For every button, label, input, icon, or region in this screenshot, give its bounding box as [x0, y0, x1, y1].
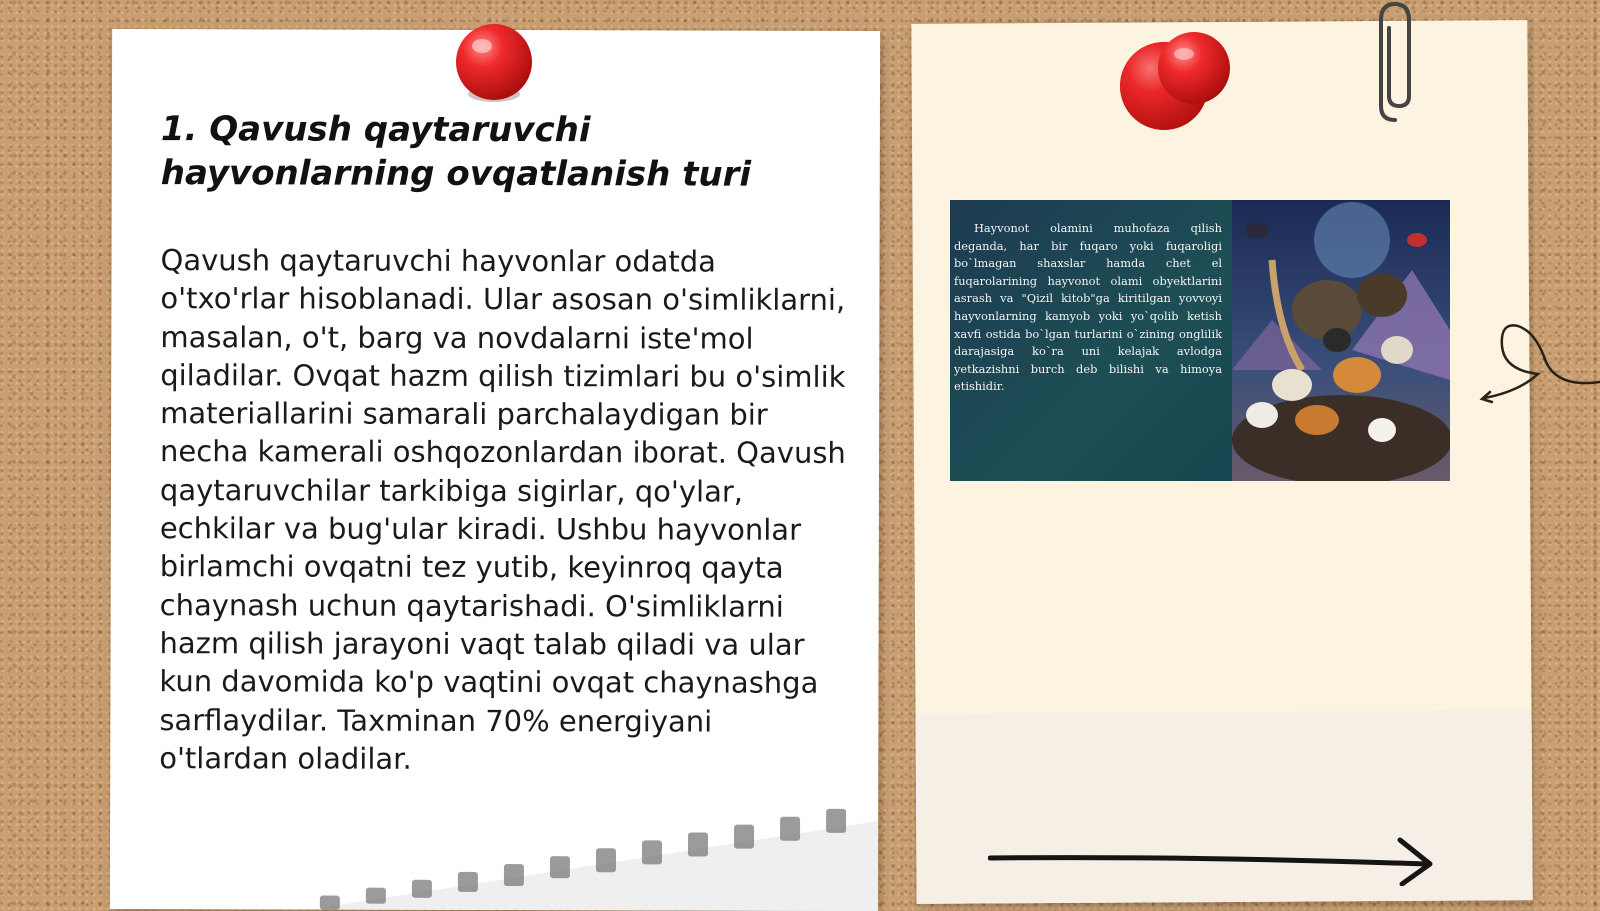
arrow-right-icon: [988, 836, 1448, 886]
torn-paper-strip: [310, 800, 878, 911]
body-text: Qavush qaytaruvchi hayvonlar odatda o'txo'rlar hisoblanadi. Ular asosan o'simliklarni, masalan, o't, barg va novdalarni iste'mol qiladilar. Ovqat hazm qilish tizimlari bu o'simlik materiallarini samarali parchalaydigan bir necha kamerali oshqozonlardan iborat. Qavush qaytaruvchilar tarkibiga sigirlar, qo'ylar, echkilar va bug'ular kiradi. Ushbu hayvonlar birlamchi ovqatni tez yutib, keyinroq qayta chaynash uchun qaytarishadi. O'simliklarni hazm qilish jarayoni vaqt talab qiladi va ular kun davomida ko'p vaqtini ovqat chaynashga sarflaydilar. Taxminan 70% energiyani o'tlardan oladilar.: [159, 243, 846, 776]
left-note-card: [110, 29, 880, 911]
slide-title: 1. Qavush qaytaruvchi hayvonlarning ovqatlanish turi: [160, 109, 752, 195]
loop-arrow-decoration: [1478, 312, 1600, 408]
animals-illustration: [1232, 200, 1450, 481]
red-push-pin-icon: [1118, 30, 1236, 134]
red-push-pin-icon: [452, 20, 536, 106]
paperclip-icon: [1375, 0, 1415, 126]
wildlife-image: [950, 200, 1450, 481]
image-caption-text: Hayvonot olamini muhofaza qilish deganda, har bir fuqaro yoki fuqaroligi bo`lmagan shaxslar hamda chet el fuqarolarining hayvonot olami obyektlarini asrash va "Qizil kitob"ga kiritilgan yovvoyi hayvonlarning kamyob yoki yo`qolib ketish xavfi ostida bo`lgan turlarini o`zining onglilik darajasiga ko`ra uni kelajak avlodga yetkazishni burch deb bilishi va himoya etishidir.: [954, 221, 1222, 394]
